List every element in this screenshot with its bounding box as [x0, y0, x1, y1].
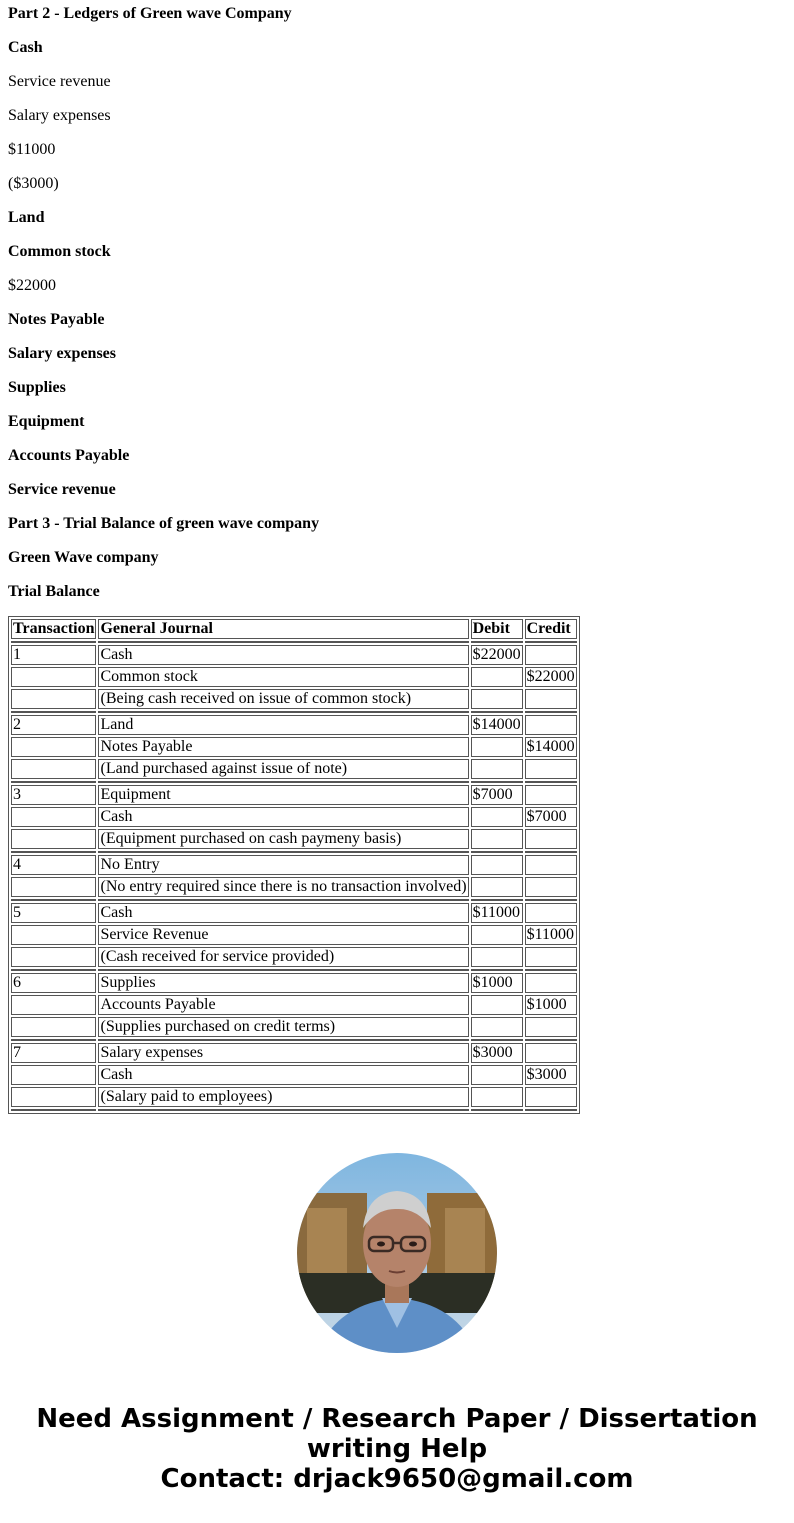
transaction-cell	[11, 877, 96, 897]
author-photo	[297, 1153, 497, 1353]
table-row	[11, 1017, 577, 1037]
journal-cell: Service Revenue	[98, 925, 468, 945]
part2-title: Part 2 - Ledgers of Green wave Company	[8, 5, 292, 22]
separator-cell	[11, 899, 96, 901]
separator-cell	[525, 641, 577, 643]
supplies-heading: Supplies	[8, 379, 66, 396]
part3-title: Part 3 - Trial Balance of green wave company	[8, 515, 320, 532]
table-row	[11, 995, 577, 1015]
separator-cell	[471, 1109, 523, 1111]
separator-cell	[98, 899, 468, 901]
debit-cell: $22000	[472, 646, 521, 663]
journal-cell: (Salary paid to employees)	[98, 1087, 468, 1107]
separator-cell	[471, 851, 523, 853]
credit-cell	[525, 759, 577, 779]
table-row	[11, 903, 577, 923]
journal-cell: No Entry	[98, 855, 468, 875]
separator-cell	[525, 781, 577, 783]
debit-cell	[471, 807, 523, 827]
journal-cell: Notes Payable	[98, 737, 468, 757]
separator-cell	[525, 1039, 577, 1041]
table-row	[11, 855, 577, 875]
table-row	[11, 1087, 577, 1107]
company-name: Green Wave company	[8, 549, 159, 566]
debit-cell: $14000	[472, 716, 521, 733]
credit-cell	[525, 1087, 577, 1107]
group-separator	[11, 851, 577, 853]
table-row	[11, 759, 577, 779]
journal-cell: Cash	[98, 903, 468, 923]
transaction-cell	[11, 925, 96, 945]
debit-cell	[471, 995, 523, 1015]
table-row	[11, 1065, 577, 1085]
group-separator	[11, 641, 577, 643]
separator-cell	[98, 641, 468, 643]
journal-table	[8, 616, 580, 1114]
journal-cell: Cash	[98, 807, 468, 827]
separator-cell	[11, 1109, 96, 1111]
separator-cell	[98, 969, 468, 971]
equipment-heading: Equipment	[8, 413, 85, 430]
transaction-cell	[11, 759, 96, 779]
debit-cell	[471, 689, 523, 709]
table-row	[11, 737, 577, 757]
cash-line-service-revenue: Service revenue	[8, 73, 111, 90]
transaction-cell: 5	[11, 903, 96, 923]
header-transaction: Transaction	[13, 620, 95, 637]
separator-cell	[98, 781, 468, 783]
cash-value-1: $11000	[8, 141, 56, 158]
separator-cell	[471, 641, 523, 643]
table-row	[11, 973, 577, 993]
separator-cell	[98, 851, 468, 853]
journal-cell: (Cash received for service provided)	[98, 947, 468, 967]
debit-cell	[471, 855, 523, 875]
table-row	[11, 1043, 577, 1063]
credit-cell: $7000	[525, 807, 577, 827]
header-general-journal: General Journal	[98, 619, 468, 639]
separator-cell	[11, 969, 96, 971]
debit-cell	[471, 667, 523, 687]
credit-cell: $11000	[525, 925, 577, 945]
credit-cell	[525, 877, 577, 897]
credit-cell	[525, 973, 577, 993]
transaction-cell: 4	[11, 855, 96, 875]
journal-header-row	[11, 619, 577, 639]
journal-cell: (No entry required since there is no transaction involved)	[100, 878, 467, 895]
credit-cell: $1000	[525, 995, 577, 1015]
credit-cell	[525, 829, 577, 849]
transaction-cell	[11, 1065, 96, 1085]
document-body	[8, 4, 778, 1114]
separator-cell	[11, 851, 96, 853]
debit-cell	[471, 1087, 523, 1107]
table-row	[11, 645, 577, 665]
debit-cell	[471, 1017, 523, 1037]
separator-cell	[525, 711, 577, 713]
transaction-cell	[11, 995, 96, 1015]
debit-cell: $3000	[471, 1043, 523, 1063]
credit-cell	[525, 715, 577, 735]
notes-payable-heading: Notes Payable	[8, 311, 105, 328]
group-separator	[11, 969, 577, 971]
cash-line-salary-expenses: Salary expenses	[8, 107, 111, 124]
debit-cell	[471, 737, 523, 757]
table-row	[11, 715, 577, 735]
common-stock-value: $22000	[8, 277, 56, 294]
debit-cell	[471, 877, 523, 897]
credit-cell	[525, 645, 577, 665]
credit-cell	[525, 855, 577, 875]
table-row	[11, 829, 577, 849]
salary-expenses-heading: Salary expenses	[8, 345, 116, 362]
credit-cell	[525, 1043, 577, 1063]
credit-cell	[525, 1017, 577, 1037]
trial-balance-title: Trial Balance	[8, 583, 100, 600]
table-row	[11, 785, 577, 805]
credit-cell: $14000	[526, 738, 575, 755]
transaction-cell	[11, 689, 96, 709]
separator-cell	[11, 781, 96, 783]
journal-cell: (Supplies purchased on credit terms)	[98, 1017, 468, 1037]
banner-line-2: writing Help	[306, 1434, 488, 1464]
credit-cell: $22000	[526, 668, 575, 685]
journal-cell: Accounts Payable	[98, 995, 468, 1015]
separator-cell	[98, 1109, 468, 1111]
credit-cell: $3000	[525, 1065, 577, 1085]
separator-cell	[11, 1039, 96, 1041]
table-row	[11, 947, 577, 967]
accounts-payable-heading: Accounts Payable	[8, 447, 130, 464]
land-heading: Land	[8, 209, 45, 226]
journal-cell: Equipment	[98, 785, 468, 805]
separator-cell	[471, 899, 523, 901]
transaction-cell	[11, 737, 96, 757]
separator-cell	[11, 711, 96, 713]
table-row	[11, 667, 577, 687]
common-stock-heading: Common stock	[8, 243, 111, 260]
separator-cell	[11, 641, 96, 643]
transaction-cell: 7	[11, 1043, 96, 1063]
debit-cell: $11000	[471, 903, 523, 923]
debit-cell	[471, 1065, 523, 1085]
transaction-cell	[11, 947, 96, 967]
group-separator	[11, 1109, 577, 1111]
credit-cell	[525, 903, 577, 923]
credit-cell	[525, 785, 577, 805]
journal-cell: (Land purchased against issue of note)	[98, 759, 468, 779]
journal-cell: Salary expenses	[98, 1043, 468, 1063]
debit-cell	[471, 947, 523, 967]
separator-cell	[98, 711, 468, 713]
journal-cell: (Being cash received on issue of common stock)	[98, 689, 468, 709]
cash-value-2: ($3000)	[8, 175, 59, 192]
transaction-cell: 3	[11, 785, 96, 805]
transaction-cell: 1	[11, 645, 96, 665]
debit-cell: $1000	[471, 973, 523, 993]
transaction-cell	[11, 667, 96, 687]
transaction-cell: 2	[11, 715, 96, 735]
table-row	[11, 925, 577, 945]
credit-cell	[525, 689, 577, 709]
cash-heading: Cash	[8, 39, 43, 56]
table-row	[11, 807, 577, 827]
journal-cell: Cash	[98, 1065, 468, 1085]
separator-cell	[471, 781, 523, 783]
header-credit: Credit	[525, 619, 577, 639]
journal-cell: Supplies	[98, 973, 468, 993]
separator-cell	[471, 711, 523, 713]
transaction-cell	[11, 807, 96, 827]
debit-cell	[471, 759, 523, 779]
separator-cell	[525, 1109, 577, 1111]
contact-banner	[0, 1404, 794, 1494]
transaction-cell	[11, 1017, 96, 1037]
banner-line-1: Need Assignment / Research Paper / Dissertation	[36, 1404, 758, 1434]
separator-cell	[525, 851, 577, 853]
author-photo-image	[297, 1153, 497, 1353]
separator-cell	[471, 1039, 523, 1041]
table-row	[11, 877, 577, 897]
group-separator	[11, 899, 577, 901]
journal-cell: Common stock	[98, 667, 468, 687]
transaction-cell: 6	[11, 973, 96, 993]
debit-cell	[471, 829, 523, 849]
separator-cell	[525, 969, 577, 971]
header-debit: Debit	[471, 619, 523, 639]
separator-cell	[98, 1039, 468, 1041]
journal-cell: (Equipment purchased on cash paymeny basis)	[98, 829, 468, 849]
debit-cell	[471, 925, 523, 945]
journal-cell: Land	[98, 715, 468, 735]
group-separator	[11, 711, 577, 713]
group-separator	[11, 781, 577, 783]
banner-line-3: Contact: drjack9650@gmail.com	[160, 1464, 634, 1494]
service-revenue-heading: Service revenue	[8, 481, 116, 498]
transaction-cell	[11, 829, 96, 849]
credit-cell	[525, 947, 577, 967]
journal-cell: Cash	[98, 645, 468, 665]
separator-cell	[471, 969, 523, 971]
group-separator	[11, 1039, 577, 1041]
debit-cell: $7000	[471, 785, 523, 805]
transaction-cell	[11, 1087, 96, 1107]
separator-cell	[525, 899, 577, 901]
table-row	[11, 689, 577, 709]
